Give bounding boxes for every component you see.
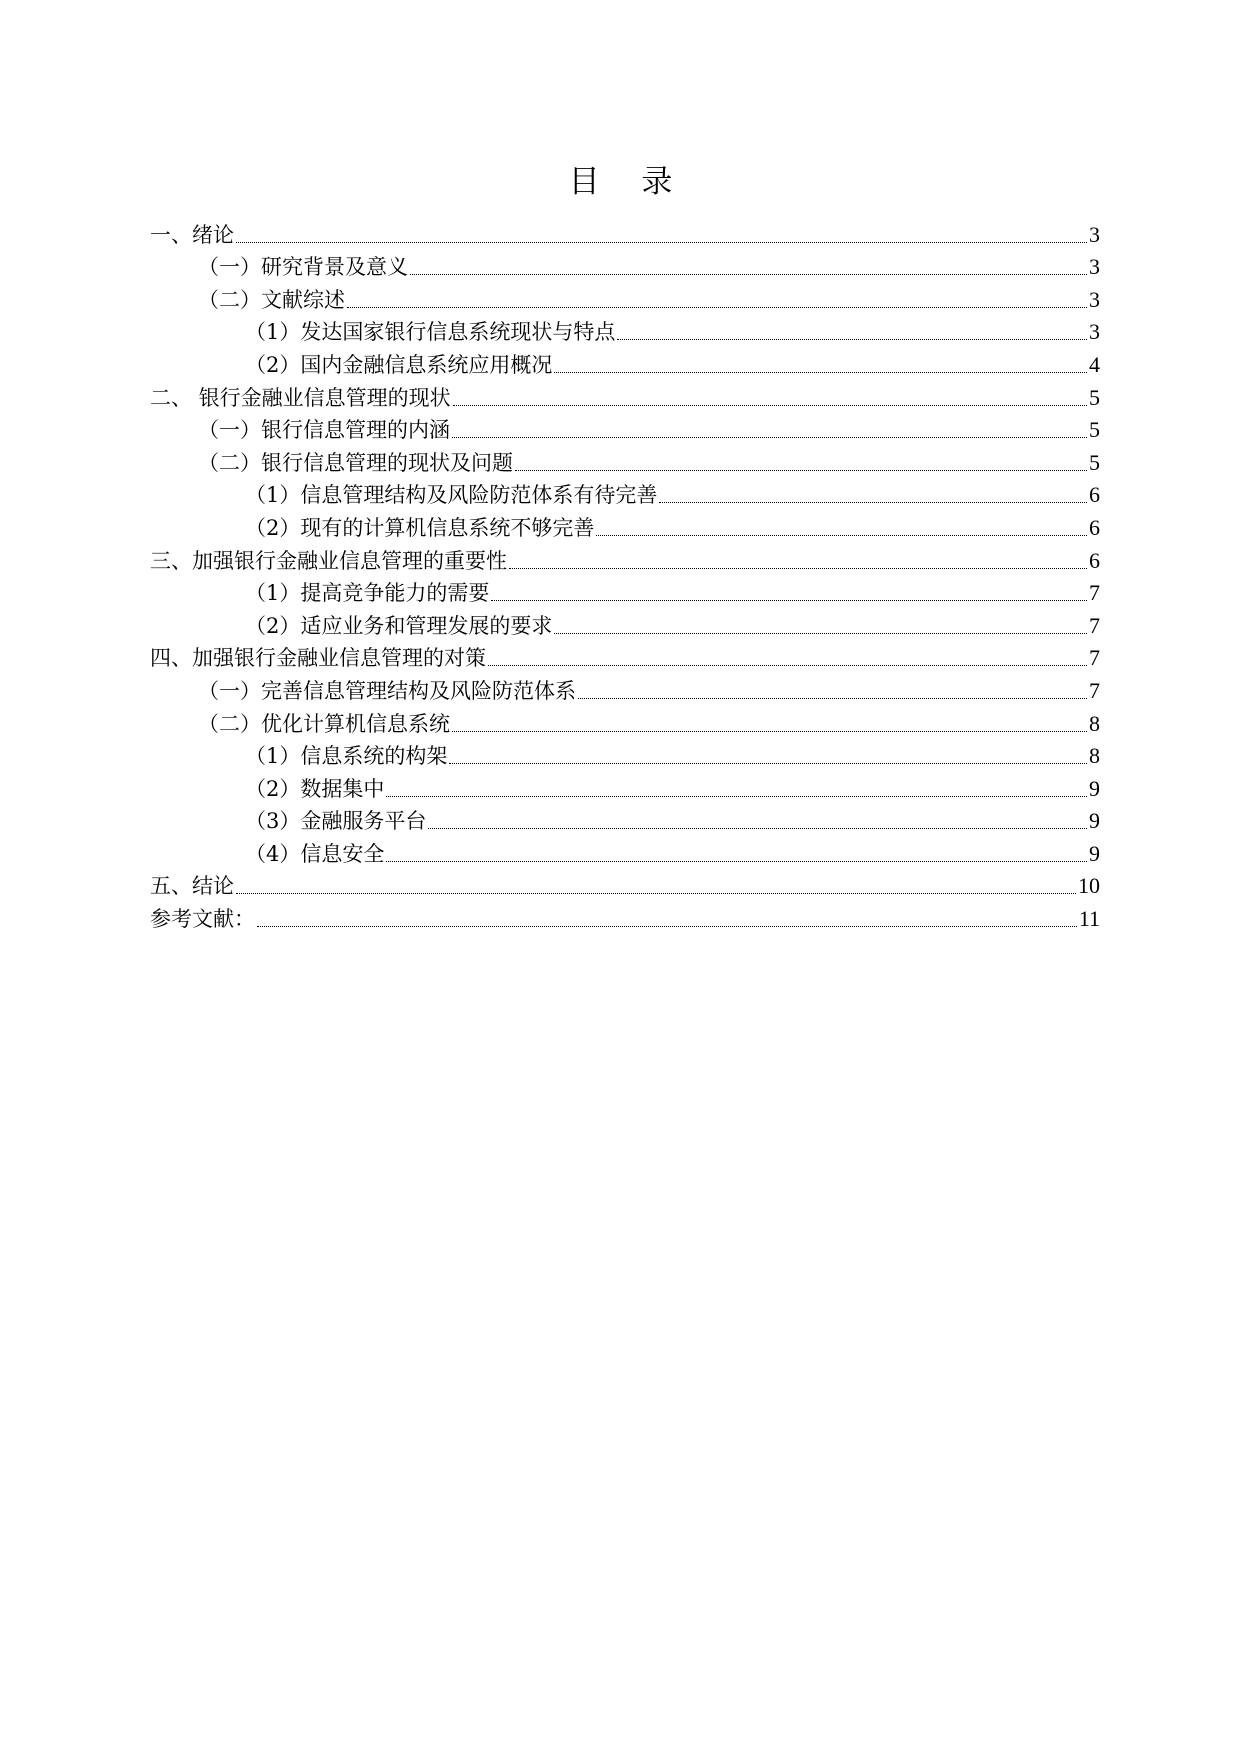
- toc-entry-page: 10: [1078, 873, 1100, 899]
- dot-leader: [452, 436, 1087, 438]
- dot-leader: [453, 404, 1087, 406]
- toc-entry[interactable]: [150, 867, 1100, 900]
- toc-entry-title: （2）现有的计算机信息系统不够完善: [245, 515, 595, 540]
- toc-entry-page: 7: [1089, 645, 1100, 671]
- toc-entry[interactable]: [150, 476, 1100, 509]
- toc-entry[interactable]: [150, 280, 1100, 313]
- dot-leader: [578, 697, 1087, 699]
- toc-entry-page: 5: [1089, 417, 1100, 443]
- toc-entry-title: 四、加强银行金融业信息管理的对策: [150, 646, 486, 671]
- toc-entry-page: 6: [1089, 482, 1100, 508]
- toc-entry[interactable]: [150, 378, 1100, 411]
- toc-entry-title: （一）研究背景及意义: [198, 255, 408, 280]
- toc-entry-title: （一）完善信息管理结构及风险防范体系: [198, 678, 576, 703]
- toc-entry[interactable]: [150, 606, 1100, 639]
- toc-entry-page: 5: [1089, 384, 1100, 410]
- toc-entry[interactable]: [150, 508, 1100, 541]
- toc-entry-title: 参考文献：: [150, 907, 255, 932]
- toc-entry-title: 二、 银行金融业信息管理的现状: [150, 385, 451, 410]
- toc-entry-page: 7: [1089, 677, 1100, 703]
- dot-leader: [491, 599, 1087, 601]
- dot-leader: [428, 827, 1087, 829]
- toc-entry-title: （4）信息安全: [245, 841, 385, 866]
- dot-leader: [257, 925, 1077, 927]
- toc-entry-page: 3: [1089, 254, 1100, 280]
- toc-entry[interactable]: [150, 834, 1100, 867]
- toc-entry-page: 5: [1089, 449, 1100, 475]
- toc-entry-title: 三、加强银行金融业信息管理的重要性: [150, 548, 507, 573]
- toc-entry-page: 3: [1089, 319, 1100, 345]
- toc-entry[interactable]: [150, 443, 1100, 476]
- toc-entry[interactable]: [150, 574, 1100, 607]
- toc-entry[interactable]: [150, 671, 1100, 704]
- toc-entry-page: 7: [1089, 580, 1100, 606]
- toc-entry[interactable]: [150, 541, 1100, 574]
- dot-leader: [386, 860, 1087, 862]
- toc-entry-page: 6: [1089, 547, 1100, 573]
- toc-entry-title: （二）银行信息管理的现状及问题: [198, 450, 513, 475]
- toc-entry-page: 3: [1089, 286, 1100, 312]
- toc-entry[interactable]: [150, 248, 1100, 281]
- toc-entry-page: 7: [1089, 612, 1100, 638]
- toc-entry-page: 3: [1089, 221, 1100, 247]
- table-of-contents: [150, 215, 1100, 932]
- toc-entry-title: （3）金融服务平台: [245, 809, 427, 834]
- dot-leader: [617, 338, 1087, 340]
- dot-leader: [449, 762, 1087, 764]
- toc-entry[interactable]: [150, 639, 1100, 672]
- toc-entry[interactable]: [150, 899, 1100, 932]
- toc-entry[interactable]: [150, 411, 1100, 444]
- toc-entry-page: 4: [1089, 351, 1100, 377]
- dot-leader: [554, 371, 1087, 373]
- toc-entry-page: 8: [1089, 743, 1100, 769]
- toc-entry[interactable]: [150, 313, 1100, 346]
- dot-leader: [596, 534, 1087, 536]
- toc-entry-page: 9: [1089, 840, 1100, 866]
- toc-entry-page: 6: [1089, 514, 1100, 540]
- dot-leader: [347, 306, 1087, 308]
- page-title: 目 录: [568, 164, 689, 200]
- dot-leader: [515, 469, 1087, 471]
- dot-leader: [659, 501, 1087, 503]
- toc-entry-title: （2）国内金融信息系统应用概况: [245, 352, 553, 377]
- toc-entry-title: （1）信息管理结构及风险防范体系有待完善: [245, 483, 658, 508]
- dot-leader: [509, 567, 1087, 569]
- toc-entry-title: （2）适应业务和管理发展的要求: [245, 613, 553, 638]
- toc-entry-page: 8: [1089, 710, 1100, 736]
- toc-entry-page: 11: [1078, 906, 1100, 932]
- toc-entry[interactable]: [150, 215, 1100, 248]
- toc-entry-title: 一、绪论: [150, 222, 234, 247]
- toc-entry-title: （一）银行信息管理的内涵: [198, 418, 450, 443]
- dot-leader: [236, 241, 1087, 243]
- toc-entry-page: 9: [1089, 775, 1100, 801]
- toc-entry-page: 9: [1089, 808, 1100, 834]
- toc-entry-title: 五、结论: [150, 874, 234, 899]
- dot-leader: [488, 664, 1087, 666]
- toc-entry-title: （二）优化计算机信息系统: [198, 711, 450, 736]
- toc-entry-title: （1）发达国家银行信息系统现状与特点: [245, 320, 616, 345]
- toc-entry[interactable]: [150, 345, 1100, 378]
- toc-entry[interactable]: [150, 769, 1100, 802]
- toc-entry-title: （2）数据集中: [245, 776, 385, 801]
- toc-entry-title: （二）文献综述: [198, 287, 345, 312]
- toc-entry[interactable]: [150, 737, 1100, 770]
- dot-leader: [554, 632, 1087, 634]
- toc-entry-title: （1）信息系统的构架: [245, 744, 448, 769]
- dot-leader: [410, 273, 1087, 275]
- toc-entry-title: （1）提高竞争能力的需要: [245, 581, 490, 606]
- dot-leader: [386, 795, 1087, 797]
- toc-entry[interactable]: [150, 704, 1100, 737]
- dot-leader: [452, 730, 1087, 732]
- dot-leader: [236, 892, 1076, 894]
- toc-entry[interactable]: [150, 802, 1100, 835]
